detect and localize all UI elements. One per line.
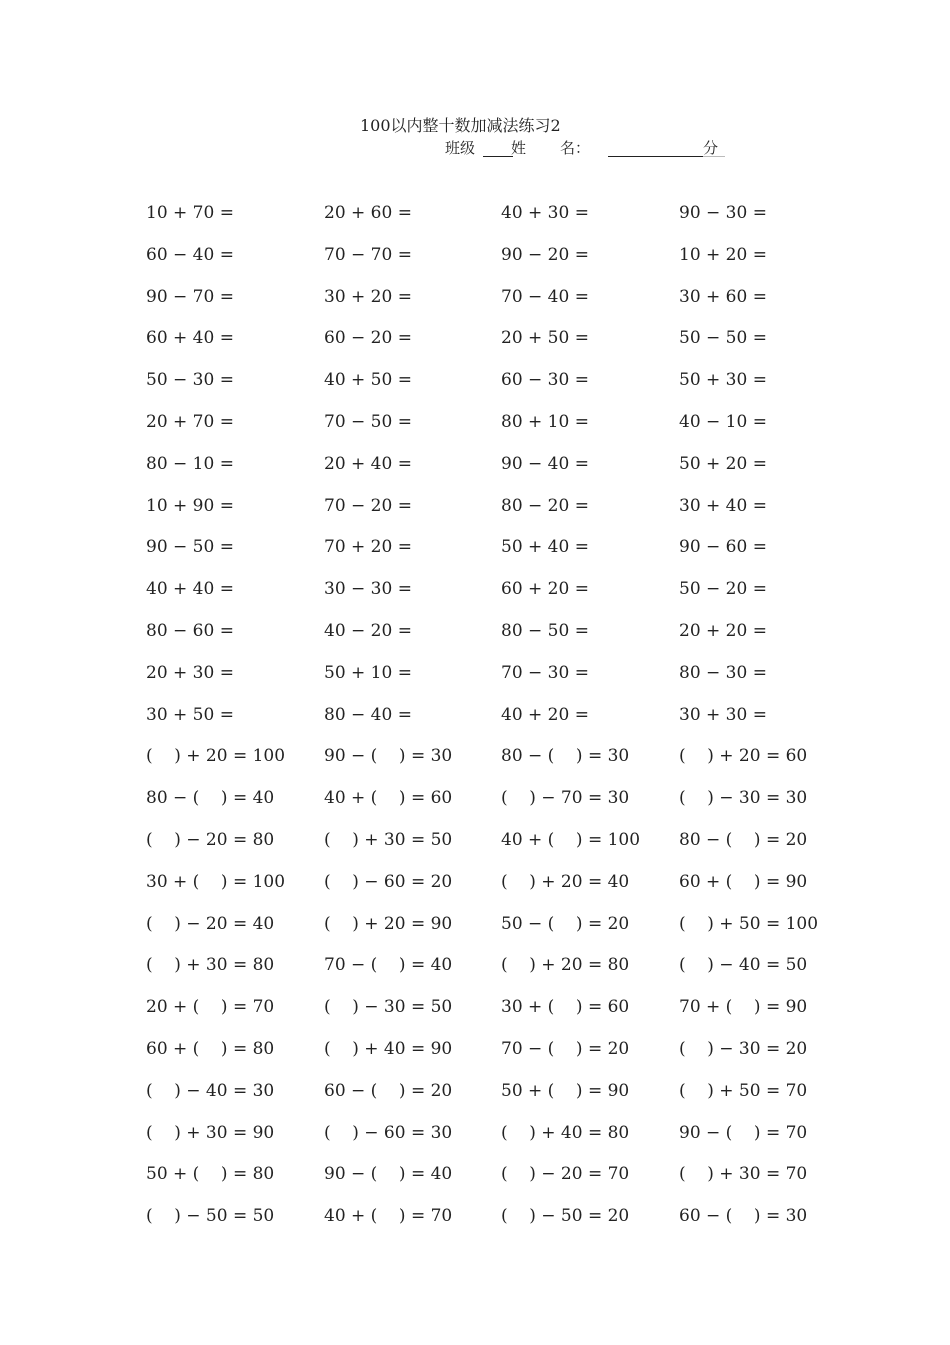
problem-item: 10 + 90 = <box>146 495 234 516</box>
problem-item: 90 − ( ) = 40 <box>324 1164 453 1185</box>
problem-item: 50 − 20 = <box>679 579 767 600</box>
problem-item: ( ) − 50 = 50 <box>146 1206 275 1227</box>
problem-item: ( ) + 40 = 80 <box>501 1122 630 1143</box>
class-blank[interactable] <box>483 156 513 157</box>
problem-item: 60 − ( ) = 20 <box>324 1080 453 1101</box>
problem-item: 80 − 10 = <box>146 453 234 474</box>
problem-row <box>146 533 866 575</box>
problem-item: ( ) + 20 = 90 <box>324 913 453 934</box>
problem-row <box>146 1077 866 1119</box>
problem-item: 30 + ( ) = 60 <box>501 997 630 1018</box>
problem-item: ( ) − 60 = 30 <box>324 1122 453 1143</box>
problem-item: 30 + 30 = <box>679 704 767 725</box>
problem-row <box>146 784 866 826</box>
problem-item: 70 − 50 = <box>324 411 412 432</box>
problem-row <box>146 324 866 366</box>
problem-item: ( ) − 40 = 30 <box>146 1080 275 1101</box>
problem-row <box>146 1160 866 1202</box>
problem-item: ( ) − 30 = 50 <box>324 997 453 1018</box>
problem-item: 60 + 40 = <box>146 328 234 349</box>
problem-item: ( ) − 20 = 80 <box>146 829 275 850</box>
problem-item: ( ) + 50 = 70 <box>679 1080 808 1101</box>
problem-item: ( ) − 70 = 30 <box>501 788 630 809</box>
problem-item: 90 − 50 = <box>146 537 234 558</box>
problem-item: 90 − ( ) = 30 <box>324 746 453 767</box>
problem-item: 30 + 40 = <box>679 495 767 516</box>
problem-row <box>146 450 866 492</box>
problem-item: 20 + 70 = <box>146 411 234 432</box>
problem-item: 60 + ( ) = 80 <box>146 1038 275 1059</box>
problem-item: 50 − ( ) = 20 <box>501 913 630 934</box>
problem-item: 20 + 50 = <box>501 328 589 349</box>
problem-item: 50 − 50 = <box>679 328 767 349</box>
problem-item: ( ) + 30 = 70 <box>679 1164 808 1185</box>
problem-item: 20 + 40 = <box>324 453 412 474</box>
problem-item: 80 − ( ) = 20 <box>679 829 808 850</box>
problem-item: 40 + 30 = <box>501 203 589 223</box>
problem-row <box>146 742 866 784</box>
problem-item: 80 − 30 = <box>679 662 767 683</box>
problem-item: ( ) + 30 = 50 <box>324 829 453 850</box>
problem-item: 30 + ( ) = 100 <box>146 871 286 892</box>
problem-item: 30 + 60 = <box>679 286 767 307</box>
problem-row <box>146 701 866 743</box>
problem-item: ( ) + 20 = 40 <box>501 871 630 892</box>
problem-item: 40 − 20 = <box>324 620 412 641</box>
problem-item: 80 − 50 = <box>501 620 589 641</box>
class-label: 班级 <box>445 139 476 157</box>
page-title: 100以内整十数加减法练习2 <box>360 116 561 135</box>
problem-item: ( ) − 20 = 40 <box>146 913 275 934</box>
problem-item: 10 + 20 = <box>679 244 767 265</box>
problem-item: 30 + 50 = <box>146 704 234 725</box>
problem-row <box>146 617 866 659</box>
problem-item: 90 − ( ) = 70 <box>679 1122 808 1143</box>
problem-item: ( ) − 50 = 20 <box>501 1206 630 1227</box>
problem-row <box>146 993 866 1035</box>
problem-grid <box>146 199 866 1244</box>
problem-item: 90 − 70 = <box>146 286 234 307</box>
problem-item: 80 + 10 = <box>501 411 589 432</box>
problem-item: 80 − 40 = <box>324 704 412 725</box>
problem-row <box>146 826 866 868</box>
problem-item: 60 − 40 = <box>146 244 234 265</box>
problem-item: 50 + 10 = <box>324 662 412 683</box>
problem-row <box>146 283 866 325</box>
problem-item: 20 + 30 = <box>146 662 234 683</box>
problem-row <box>146 199 866 241</box>
problem-item: 40 + 50 = <box>324 370 412 391</box>
problem-item: 20 + 60 = <box>324 203 412 223</box>
problem-item: 70 − 20 = <box>324 495 412 516</box>
problem-item: 80 − 20 = <box>501 495 589 516</box>
problem-item: 20 + 20 = <box>679 620 767 641</box>
problem-item: 40 + ( ) = 70 <box>324 1206 453 1227</box>
problem-item: 60 − 30 = <box>501 370 589 391</box>
problem-item: 90 − 40 = <box>501 453 589 474</box>
problem-item: 70 + 20 = <box>324 537 412 558</box>
score-suffix: 分 <box>703 139 719 157</box>
problem-row <box>146 659 866 701</box>
problem-item: ( ) − 20 = 70 <box>501 1164 630 1185</box>
problem-row <box>146 575 866 617</box>
problem-item: 80 − ( ) = 30 <box>501 746 630 767</box>
problem-item: 50 + 40 = <box>501 537 589 558</box>
problem-item: 80 − 60 = <box>146 620 234 641</box>
problem-item: ( ) + 30 = 80 <box>146 955 275 976</box>
problem-item: ( ) − 60 = 20 <box>324 871 453 892</box>
problem-item: ( ) + 40 = 90 <box>324 1038 453 1059</box>
problem-row <box>146 492 866 534</box>
problem-item: 40 − 10 = <box>679 411 767 432</box>
problem-row <box>146 408 866 450</box>
problem-item: 40 + ( ) = 100 <box>501 829 641 850</box>
problem-item: 70 + ( ) = 90 <box>679 997 808 1018</box>
problem-item: 50 + 20 = <box>679 453 767 474</box>
problem-item: 50 + 30 = <box>679 370 767 391</box>
problem-item: 70 − ( ) = 20 <box>501 1038 630 1059</box>
problem-item: 50 + ( ) = 80 <box>146 1164 275 1185</box>
problem-item: ( ) + 20 = 60 <box>679 746 808 767</box>
problem-row <box>146 1119 866 1161</box>
problem-row <box>146 366 866 408</box>
problem-item: 50 + ( ) = 90 <box>501 1080 630 1101</box>
name-label: 名： <box>560 139 591 157</box>
problem-item: 60 − ( ) = 30 <box>679 1206 808 1227</box>
problem-item: ( ) − 30 = 20 <box>679 1038 808 1059</box>
problem-item: 10 + 70 = <box>146 203 234 223</box>
problem-item: 80 − ( ) = 40 <box>146 788 275 809</box>
problem-row <box>146 1202 866 1244</box>
problem-item: 70 − 40 = <box>501 286 589 307</box>
problem-row <box>146 951 866 993</box>
problem-item: 40 + 20 = <box>501 704 589 725</box>
problem-item: 50 − 30 = <box>146 370 234 391</box>
problem-item: 70 − 30 = <box>501 662 589 683</box>
problem-item: 40 + ( ) = 60 <box>324 788 453 809</box>
problem-item: ( ) + 50 = 100 <box>679 913 819 934</box>
problem-row <box>146 910 866 952</box>
problem-item: 40 + 40 = <box>146 579 234 600</box>
problem-item: 30 + 20 = <box>324 286 412 307</box>
problem-item: 60 + ( ) = 90 <box>679 871 808 892</box>
problem-item: 70 − ( ) = 40 <box>324 955 453 976</box>
name-blank[interactable] <box>608 156 703 157</box>
problem-item: 60 + 20 = <box>501 579 589 600</box>
problem-item: ( ) + 30 = 90 <box>146 1122 275 1143</box>
problem-item: ( ) + 20 = 80 <box>501 955 630 976</box>
problem-item: ( ) − 40 = 50 <box>679 955 808 976</box>
problem-row <box>146 241 866 283</box>
problem-item: ( ) − 30 = 30 <box>679 788 808 809</box>
problem-row <box>146 868 866 910</box>
problem-item: 70 − 70 = <box>324 244 412 265</box>
problem-item: 90 − 60 = <box>679 537 767 558</box>
class-suffix: 姓 <box>511 139 527 157</box>
problem-item: 30 − 30 = <box>324 579 412 600</box>
problem-item: 90 − 30 = <box>679 203 767 223</box>
problem-item: 90 − 20 = <box>501 244 589 265</box>
problem-item: 60 − 20 = <box>324 328 412 349</box>
problem-row <box>146 1035 866 1077</box>
problem-item: ( ) + 20 = 100 <box>146 746 286 767</box>
problem-item: 20 + ( ) = 70 <box>146 997 275 1018</box>
